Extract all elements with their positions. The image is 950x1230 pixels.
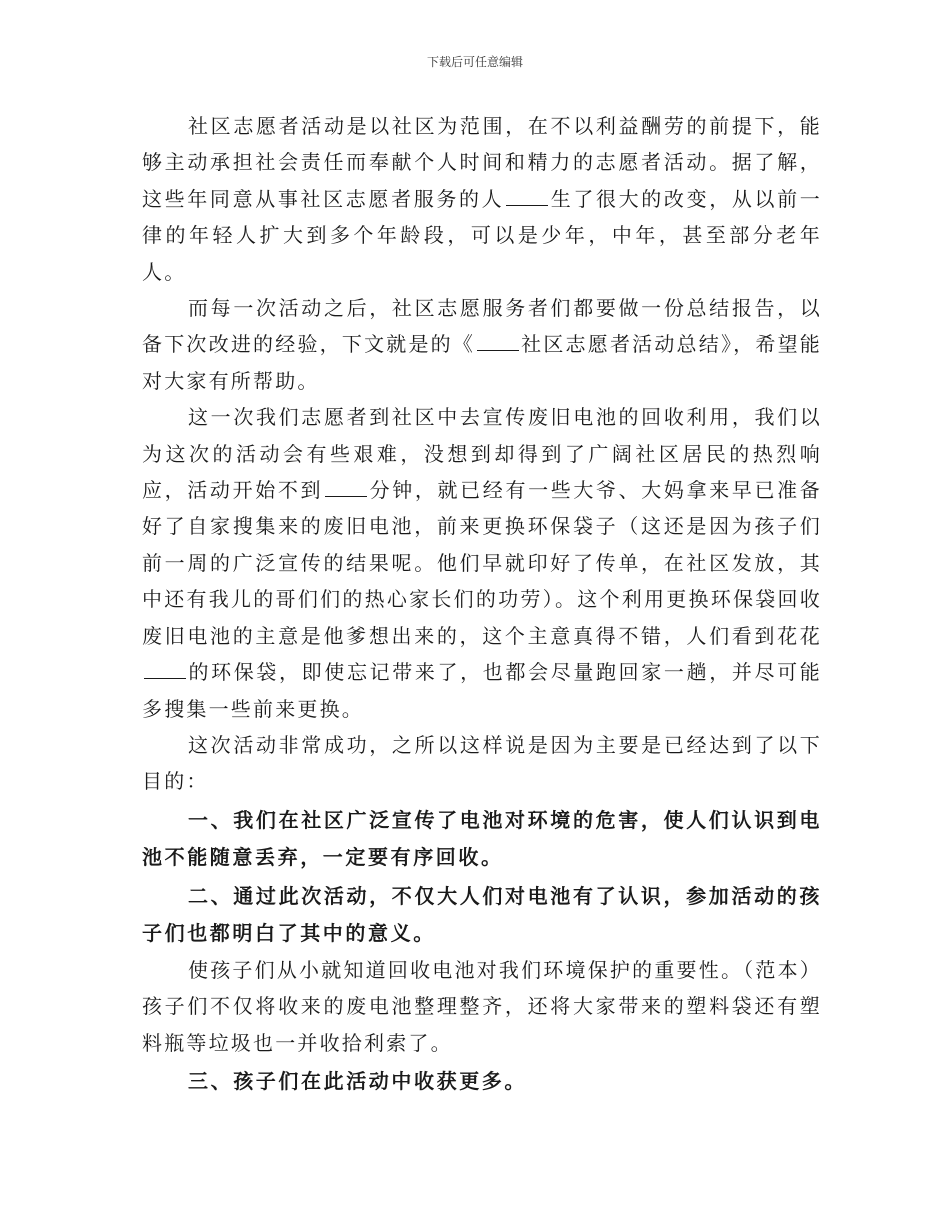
heading-point-three [142, 1063, 822, 1100]
paragraph-text: 生了很大的改变，从以前一律的年轻人扩大到多个年龄段，可以是少年，中年，甚至部分老年人。 [142, 186, 822, 284]
heading-point-one [142, 802, 822, 876]
paragraph-text: 这一次我们志愿者到社区中去宣传废旧电池的回收利用，我们以为这次的活动会有些艰难，没想到却得到了广阔社区居民的热烈响应，活动开始不到 [142, 405, 822, 503]
paragraph-text: 社区志愿者活动总结》，希望能对大家有所帮助。 [142, 332, 822, 393]
paragraph-activity [142, 399, 822, 727]
paragraph-text: 使孩子们从小就知道回收电池对我们环境保护的重要性。（范本）孩子们不仅将收来的废电池整理整齐，还将大家带来的塑料袋还有塑料瓶等垃圾也一并收拾利索了。 [142, 957, 822, 1055]
paragraph-text: 这次活动非常成功，之所以这样说是因为主要是已经达到了以下目的： [142, 732, 822, 794]
paragraph-preface [142, 290, 822, 399]
fill-blank [325, 478, 367, 497]
paragraph-text: 社区志愿者活动是以社区为范围，在不以利益酬劳的前提下，能够主动承担社会责任而奉献个人时间和精力的志愿者活动。据了解，这些年同意从事社区志愿者服务的人 [142, 114, 822, 211]
paragraph-success [142, 727, 822, 800]
paragraph-text: 而每一次活动之后，社区志愿服务者们都要做一份总结报告，以备下次改进的经验，下文就是的《 [142, 296, 822, 357]
paragraph-text: 分钟，就已经有一些大爷、大妈拿来早已准备好了自家搜集来的废旧电池，前来更换环保袋子（这还是因为孩子们前一周的广泛宣传的结果呢。他们早就印好了传单，在社区发放，其中还有我儿的哥们们的热心家长们的功劳）。这个利用更换环保袋回收废旧电池的主意是他爹想出来的，这个主意真得不错，人们看到花花 [142, 478, 822, 648]
paragraph-text: 的环保袋，即使忘记带来了，也都会尽量跑回家一趟，并尽可能多搜集一些前来更换。 [142, 660, 822, 721]
fill-blank [506, 187, 548, 206]
heading-point-two [142, 878, 822, 952]
heading-text: 二、通过此次活动，不仅大人们对电池有了认识，参加活动的孩子们也都明白了其中的意义。 [142, 883, 822, 945]
heading-text: 三、孩子们在此活动中收获更多。 [188, 1068, 527, 1093]
fill-blank [477, 332, 519, 351]
document-body [142, 108, 822, 1100]
fill-blank [144, 660, 186, 679]
heading-text: 一、我们在社区广泛宣传了电池对环境的危害，使人们认识到电池不能随意丢弃，一定要有序回收。 [142, 807, 822, 869]
paragraph-children [142, 952, 822, 1061]
page-header: 下载后可任意编辑 [426, 55, 523, 69]
paragraph-intro [142, 108, 822, 290]
